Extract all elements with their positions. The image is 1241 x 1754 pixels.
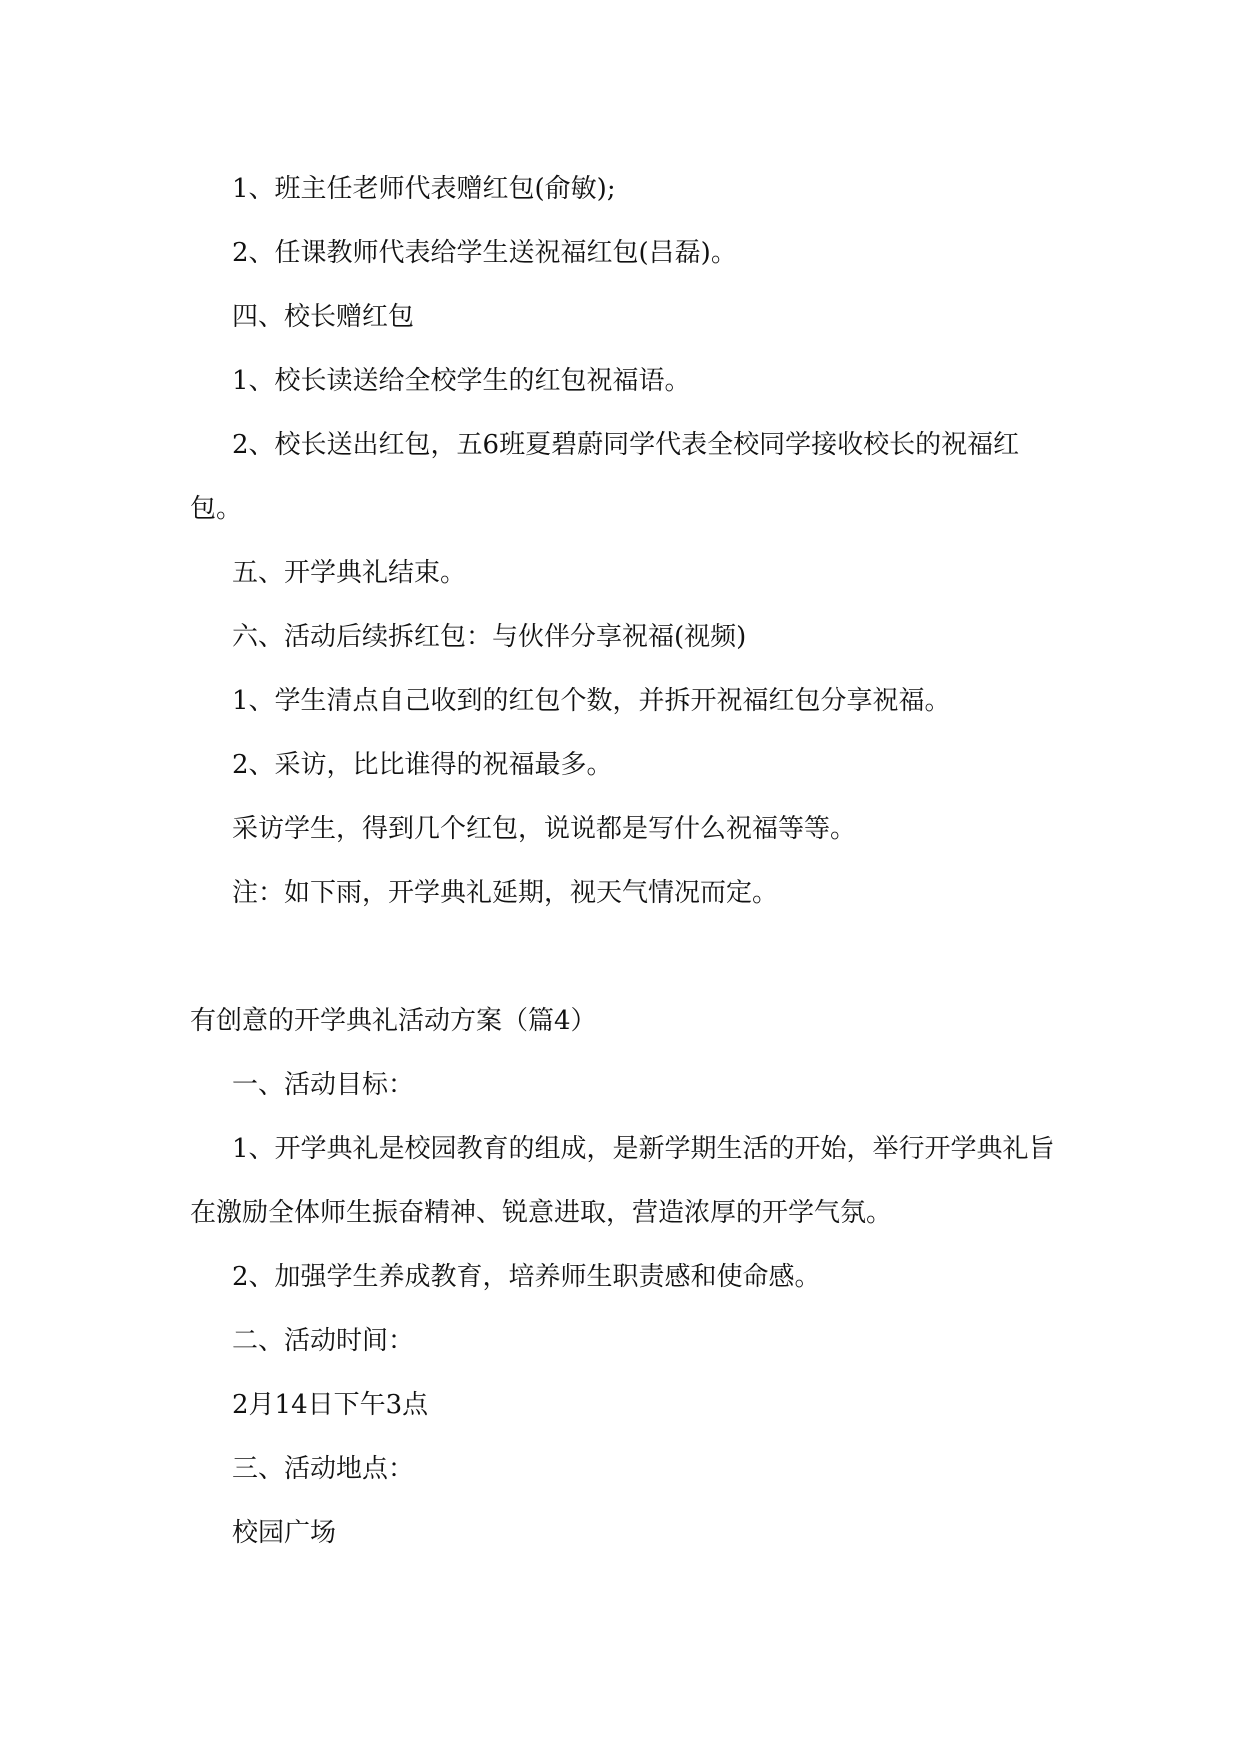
paragraph: 1、开学典礼是校园教育的组成，是新学期生活的开始，举行开学典礼旨在激励全体师生振奋精神、锐意进取，营造浓厚的开学气氛。 — [190, 1134, 1055, 1228]
paragraph: 校园广场 — [232, 1518, 337, 1548]
paragraph: 采访学生，得到几个红包，说说都是写什么祝福等等。 — [232, 814, 857, 844]
section-heading: 一、活动目标： — [232, 1070, 415, 1100]
paragraph: 1、学生清点自己收到的红包个数，并拆开祝福红包分享祝福。 — [232, 686, 951, 716]
paragraph: 1、校长读送给全校学生的红包祝福语。 — [232, 366, 691, 396]
paragraph: 2、任课教师代表给学生送祝福红包(吕磊)。 — [232, 238, 737, 268]
paragraph: 1、班主任老师代表赠红包(俞敏); — [232, 174, 616, 204]
section-heading: 五、开学典礼结束。 — [232, 558, 467, 588]
document-section-title: 有创意的开学典礼活动方案（篇4） — [190, 1006, 597, 1036]
section-spacer — [190, 925, 1060, 989]
section-heading: 六、活动后续拆红包：与伙伴分享祝福(视频) — [232, 622, 747, 652]
paragraph: 2、校长送出红包，五6班夏碧蔚同学代表全校同学接收校长的祝福红包。 — [190, 430, 1020, 524]
note-paragraph: 注：如下雨，开学典礼延期，视天气情况而定。 — [232, 878, 779, 908]
section-heading: 四、校长赠红包 — [232, 302, 415, 332]
section-heading: 三、活动地点： — [232, 1454, 415, 1484]
paragraph: 2月14日下午3点 — [232, 1390, 429, 1420]
section-heading: 二、活动时间： — [232, 1326, 415, 1356]
paragraph: 2、采访，比比谁得的祝福最多。 — [232, 750, 613, 780]
paragraph: 2、加强学生养成教育，培养师生职责感和使命感。 — [232, 1262, 821, 1292]
document-body — [190, 157, 1060, 1565]
